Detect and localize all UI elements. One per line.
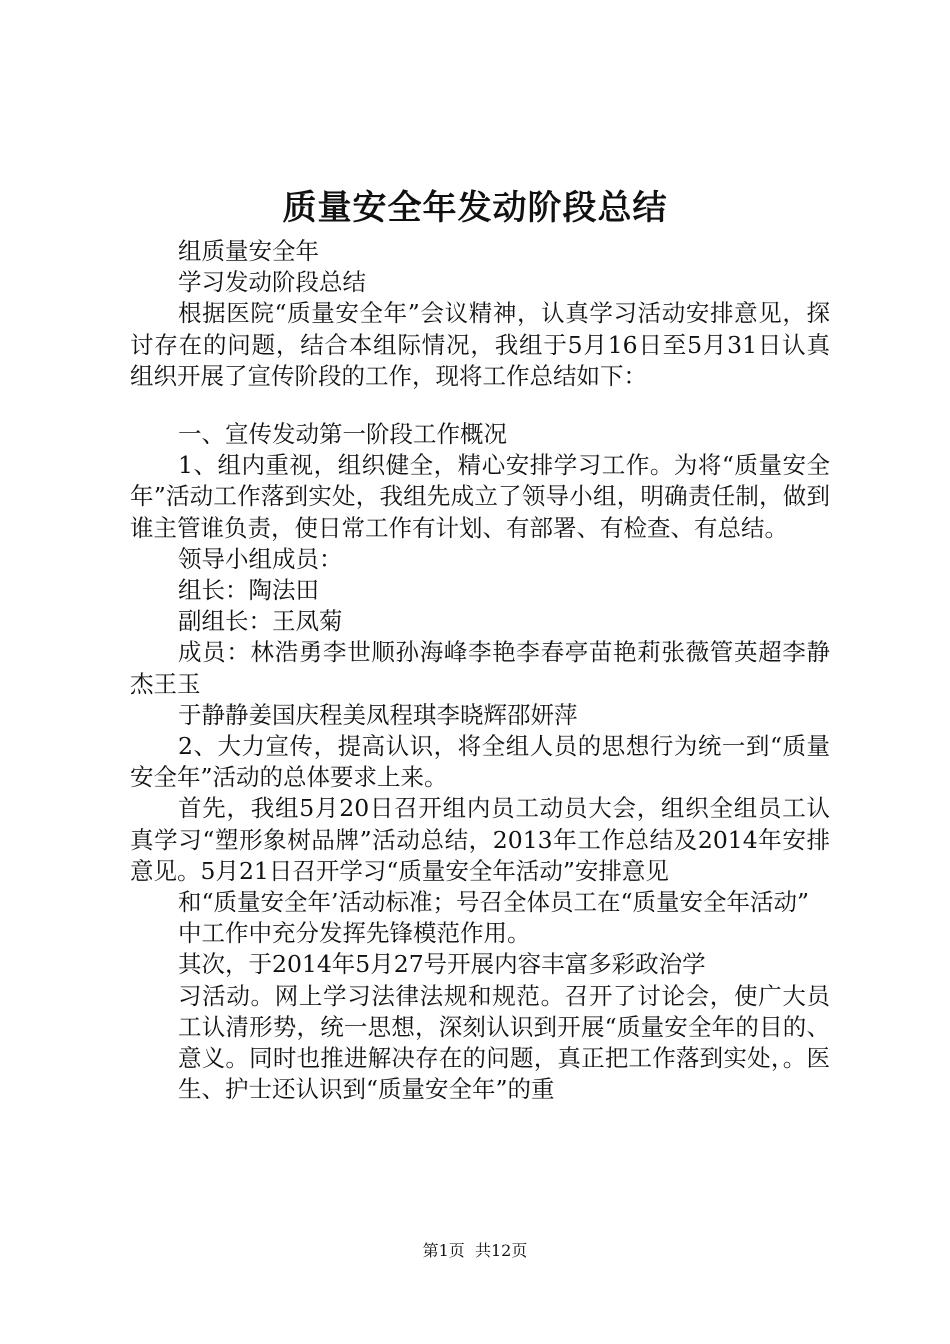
paragraph-intro: 根据医院“质量安全年”会议精神，认真学习活动安排意见，探讨存在的问题，结合本组际情况，我组于5月16日至5月31日认真组织开展了宣传阶段的工作，现将工作总结如下： — [130, 299, 830, 390]
paragraph-members-cont: 于静静姜国庆程美凤程琪李晓辉邵妍萍 — [178, 700, 578, 729]
page-title: 质量安全年发动阶段总结 — [282, 188, 668, 228]
paragraph-second-cont: 习活动。网上学习法律法规和规范。召开了讨论会，使广大员工认清形势，统一思想，深刻认识到开展“质量安全年的目的、意义。同时也推进解决存在的问题，真正把工作落到实处，。医生、护士还认识到“质量安全年”的重 — [178, 981, 830, 1104]
paragraph-first: 首先，我组5月20日召开组内员工动员大会，组织全组员工认真学习“塑形象树品牌”活动总结，2013年工作总结及2014年安排意见。5月21日召开学习“质量安全年活动”安排意见 — [130, 794, 830, 885]
paragraph-group-heading: 组质量安全年 — [178, 237, 319, 265]
page-total: 共12页 — [474, 1241, 528, 1260]
page-footer — [0, 1241, 950, 1261]
paragraph-group-leader: 组长：陶法田 — [178, 576, 319, 605]
paragraph-first-end: 中工作中充分发挥先锋模范作用。 — [178, 919, 531, 948]
paragraph-leader-group: 领导小组成员： — [178, 544, 343, 573]
document-body — [130, 236, 830, 1105]
paragraph-point-2: 2、大力宣传，提高认识，将全组人员的思想行为统一到“质量安全年”活动的总体要求上来。 — [130, 732, 830, 792]
page-number: 第1页 — [422, 1241, 465, 1260]
paragraph-deputy-leader: 副组长：王凤菊 — [178, 607, 343, 636]
paragraph-point-1: 1、组内重视，组织健全，精心安排学习工作。为将“质量安全年”活动工作落到实处，我组先成立了领导小组，明确责任制，做到谁主管谁负责，使日常工作有计划、有部署、有检查、有总结。 — [130, 451, 830, 542]
paragraph-members: 成员：林浩勇李世顺孙海峰李艳李春亭苗艳莉张薇管英超李静杰王玉 — [130, 638, 830, 698]
paragraph-first-cont: 和“质量安全年’活动标准；号召全体员工在“质量安全年活动” — [178, 888, 810, 917]
paragraph-second: 其次，于2014年5月27号开展内容丰富多彩政治学 — [178, 950, 706, 979]
paragraph-subheading: 学习发动阶段总结 — [178, 268, 366, 297]
section-heading: 一、宣传发动第一阶段工作概况 — [178, 420, 507, 449]
